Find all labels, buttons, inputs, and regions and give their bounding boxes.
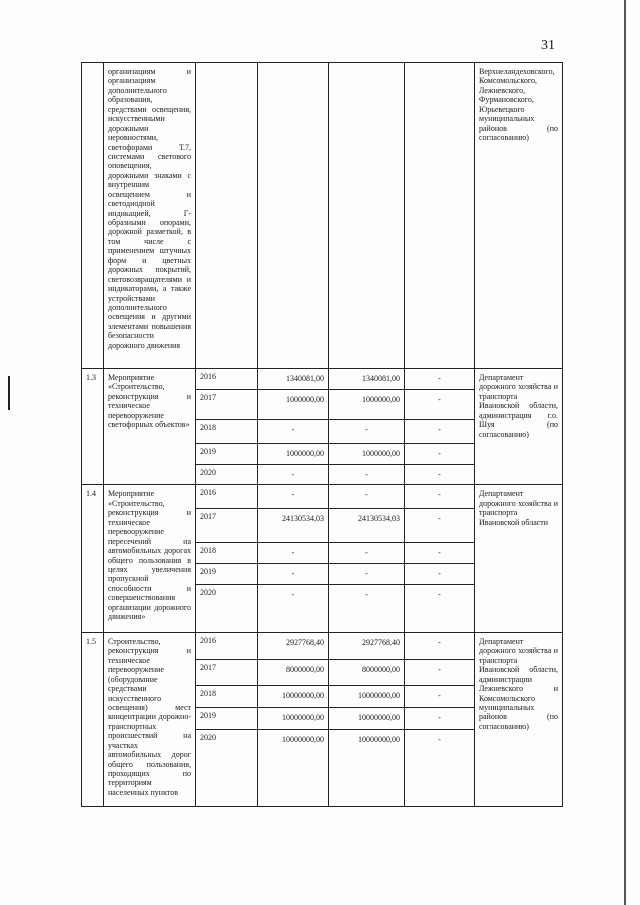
budget-cell: 1340081,00 <box>329 369 405 390</box>
activity-year-row: 2017 8000000,00 8000000,00 - <box>82 659 563 685</box>
activity-year-row: 2020 10000000,00 10000000,00 - <box>82 729 563 806</box>
activity-executor: Департамент дорожного хозяйства и транспорта Ивановской области, администрации Лежневского и Комсомольского муниципальных районов (по согласованию) <box>475 632 563 806</box>
description-cell <box>104 63 196 369</box>
program-activities-table <box>81 62 563 807</box>
activity-description: Строительство, реконструкция и техническое перевооружение (оборудование средствами искусственного освещения) мест концентрации дорожно-транспортных происшествий на участках автомобильных дорог общего пользования, проходящих по территориям населенных пунктов <box>104 632 196 806</box>
activity-number: 1.3 <box>82 369 104 485</box>
activity-year-row: 2017 1000000,00 1000000,00 - <box>82 390 563 420</box>
activity-row <box>82 369 563 390</box>
activity-executor: Департамент дорожного хозяйства и транспорта Ивановской области, администрация г.о. Шуя (по согласованию) <box>475 369 563 485</box>
activity-year-row: 2020 - - - <box>82 584 563 632</box>
activity-year-row: 2017 24130534,03 24130534,03 - <box>82 509 563 543</box>
activity-description: Мероприятие «Строительство, реконструкция и техническое перевооружение пересечений на автомобильных дорогах общего пользования в целях увеличения пропускной способности и совершенствования организации дорожного движения» <box>104 485 196 632</box>
continuation-description: организациям и организациям дополнительного образования, средствами освещения, искусственными дорожными неровностями, светофорами Т.7, системами светового оповещения, дорожными знаками с внутренним освещением и светодиодной индикацией, Г-образными опорами, дорожной разметкой, в том числе с применением штучных форм и цветных дорожных покрытий, световозвращателями и индикаторами, а также устройствами дополнительного освещения и другими элементами повышения безопасности дорожного движения <box>108 67 191 350</box>
activity-year-row: 2018 - - - <box>82 543 563 563</box>
activity-year-row: 2020 - - - <box>82 465 563 485</box>
continuation-row <box>82 63 563 369</box>
activity-row: 1.5 Строительство, реконструкция и техническое перевооружение (оборудование средствами искусственного освещения) мест концентрации дорожно-транспортных происшествий на участках автомобильных дорог общего пользования, проходящих по территориям населенных пунктов 2016 2927768,40 2927768,40 - Департамент дорожного хозяйства и транспорта Ивановской области, администрации Лежневского и Комсомольского муниципальных районов (по согласованию) <box>82 632 563 659</box>
activity-year-row: 2019 10000000,00 10000000,00 - <box>82 707 563 729</box>
activity-row: 1.4 Мероприятие «Строительство, реконструкция и техническое перевооружение пересечений на автомобильных дорогах общего пользования в целях увеличения пропускной способности и совершенствования организации дорожного движения» 2016 - - - Департамент дорожного хозяйства и транспорта Ивановской области <box>82 485 563 509</box>
page-number: 31 <box>541 38 555 53</box>
total-cell: 1340081,00 <box>258 369 329 390</box>
executor-cell <box>475 63 563 369</box>
no-cell <box>82 63 104 369</box>
year-cell: 2016 <box>196 369 258 390</box>
other-cell: - <box>405 369 475 390</box>
activity-year-row: 2018 10000000,00 10000000,00 - <box>82 685 563 707</box>
scan-edge-mark <box>8 376 10 410</box>
scan-edge-line <box>624 0 626 905</box>
activity-year-row: 2019 1000000,00 1000000,00 - <box>82 444 563 465</box>
activity-number: 1.4 <box>82 485 104 632</box>
activity-executor: Департамент дорожного хозяйства и транспорта Ивановской области <box>475 485 563 632</box>
continuation-executor: Верхнеландеховского, Комсомольского, Лежневского, Фурмановского, Юрьевецкого муниципальных районов (по согласованию) <box>479 67 558 143</box>
activity-year-row: 2018 - - - <box>82 420 563 444</box>
activity-year-row: 2019 - - - <box>82 563 563 584</box>
activity-description: Мероприятие «Строительство, реконструкция и техническое перевооружение светофорных объектов» <box>104 369 196 485</box>
activity-number: 1.5 <box>82 632 104 806</box>
